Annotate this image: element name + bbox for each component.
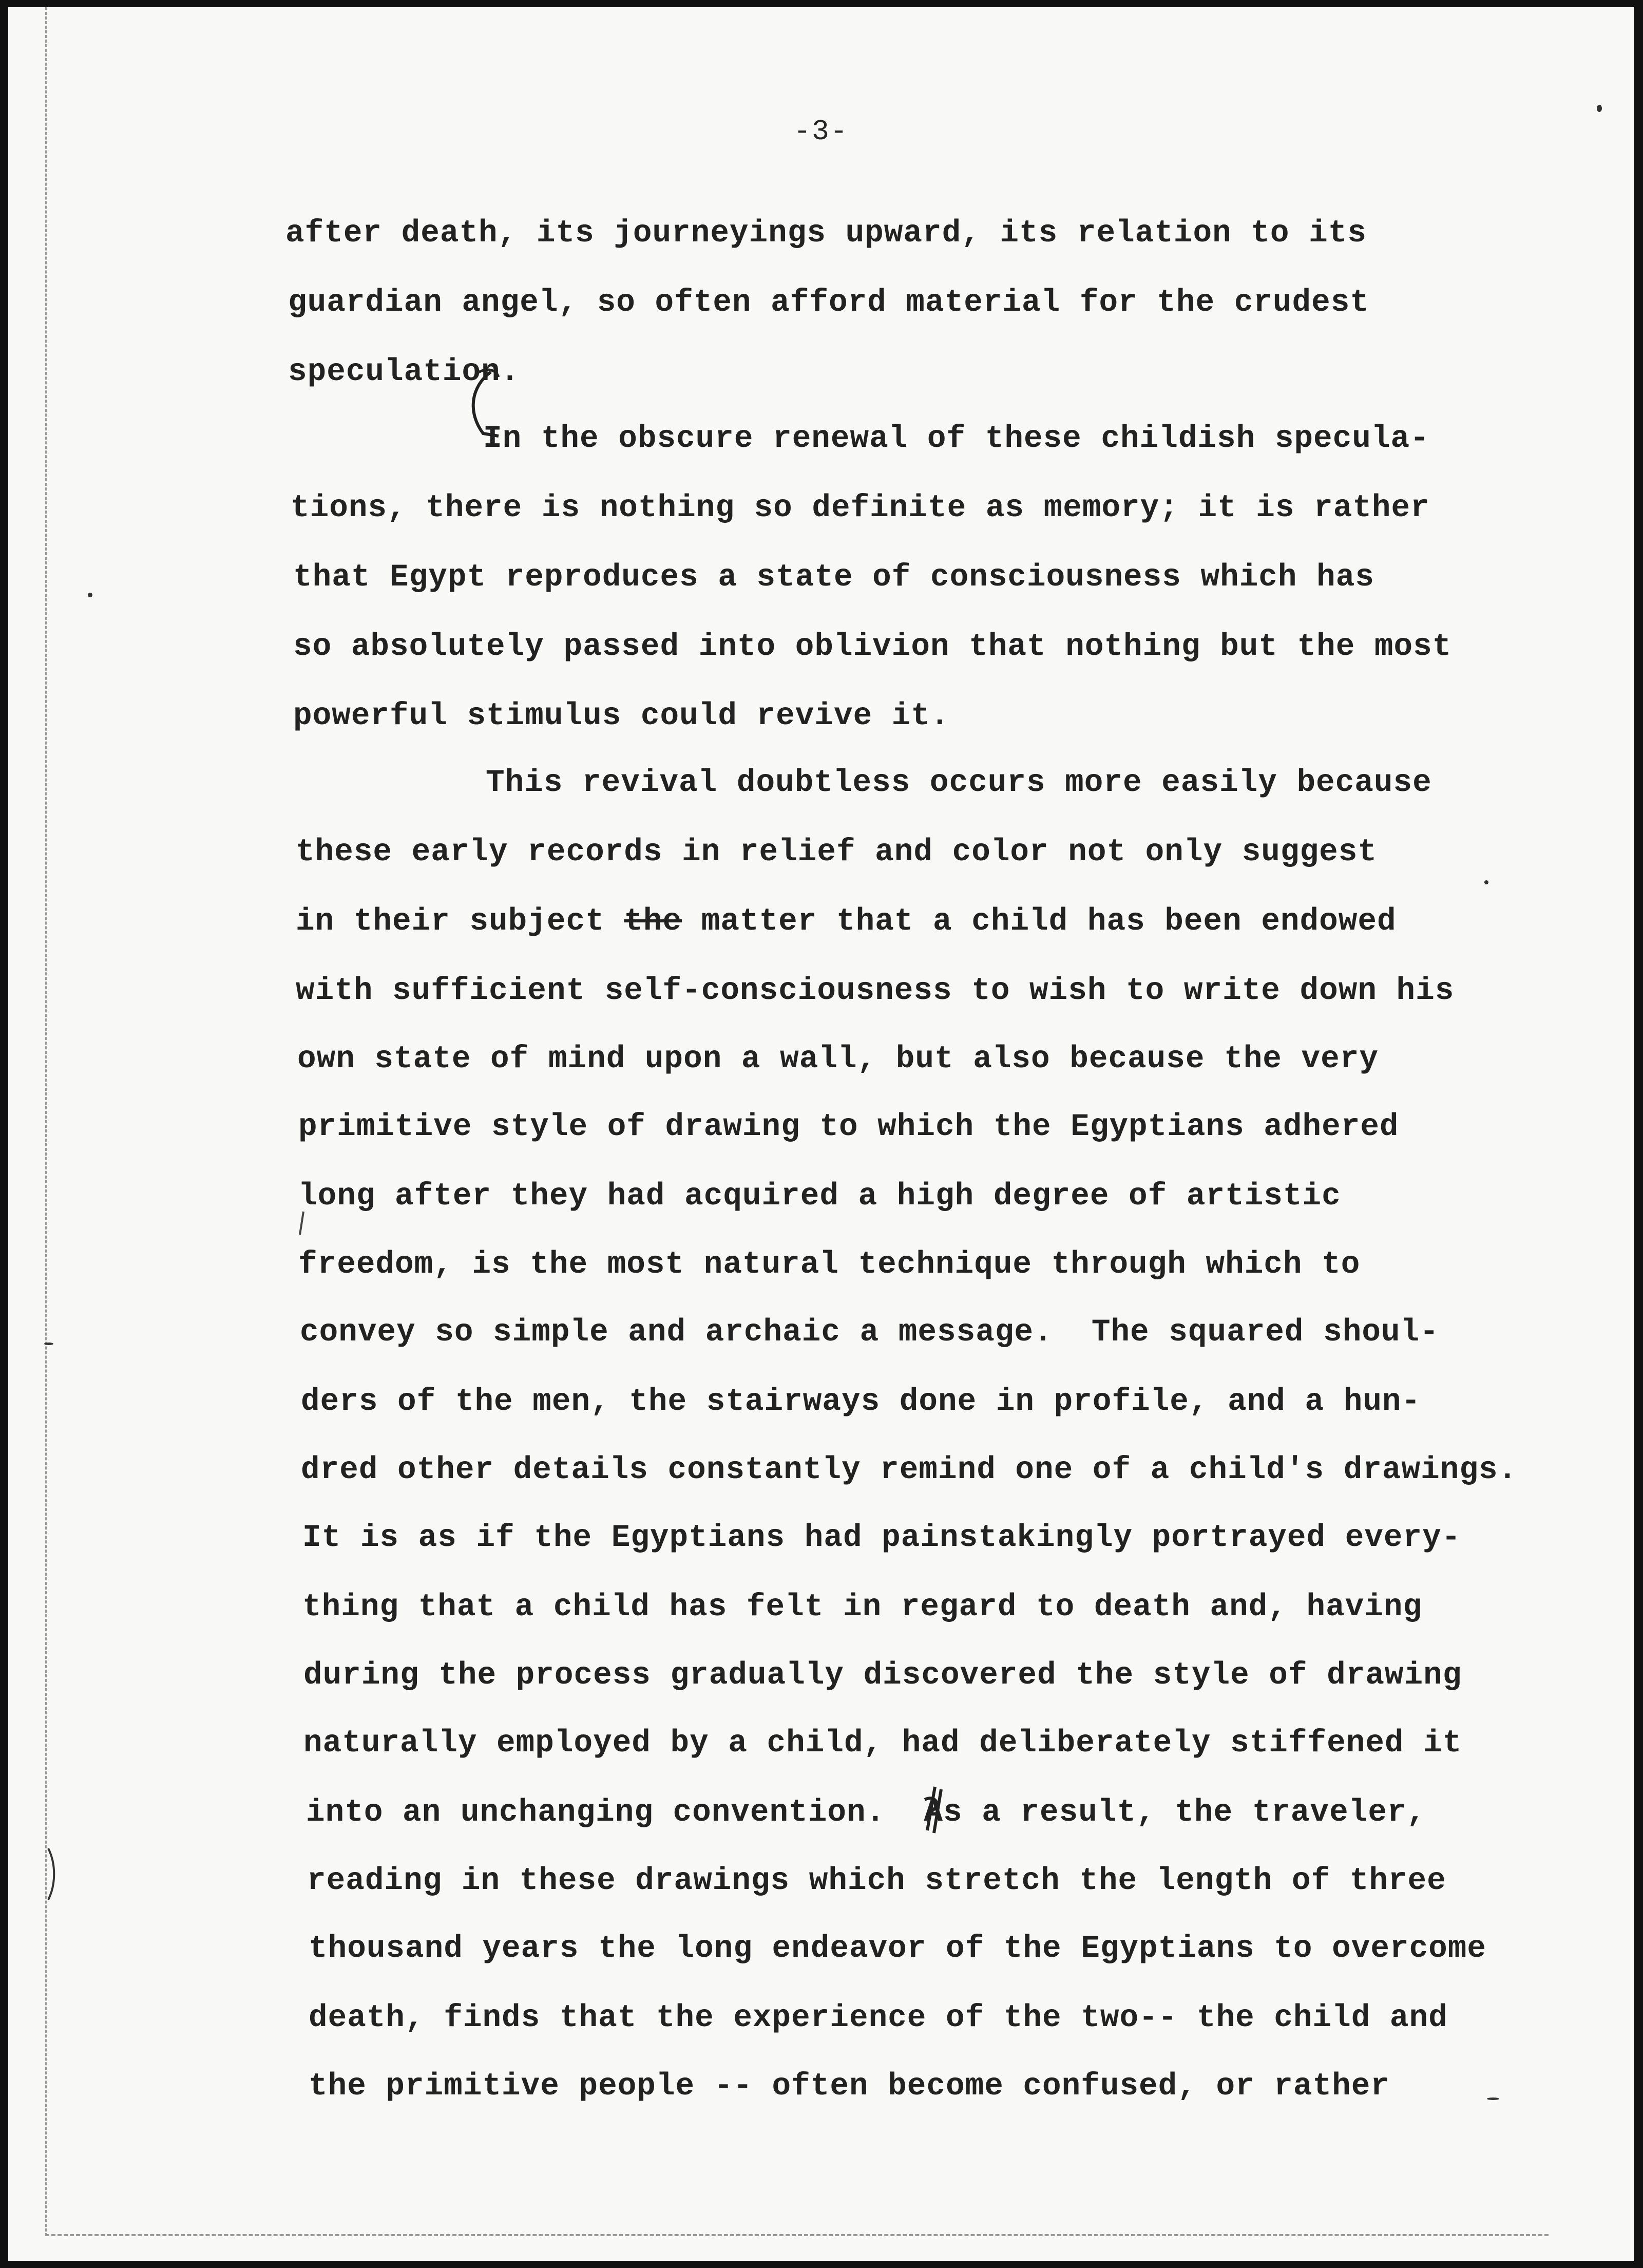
text-line: after death, its journeyings upward, its relation to its [285, 216, 1367, 251]
text-fragment: into an unchanging convention. [306, 1795, 924, 1830]
text-line: ders of the men, the stairways done in profile, and a hun- [301, 1384, 1421, 1420]
text-line: naturally employed by a child, had deliberately stiffened it [303, 1726, 1462, 1761]
text-line: that Egypt reproduces a state of consciousness which has [293, 560, 1374, 595]
scan-speck [88, 593, 92, 597]
text-fragment: in their subject [296, 904, 624, 939]
document-page [8, 7, 1634, 2261]
text-line: with sufficient self-consciousness to wish to write down his [296, 973, 1455, 1009]
scan-speck [44, 1343, 53, 1345]
text-line: guardian angel, so often afford material for the crudest [288, 285, 1369, 320]
text-line: the primitive people -- often become confused, or rather [309, 2069, 1390, 2104]
text-line [296, 906, 1397, 937]
text-line: tions, there is nothing so definite as memory; it is rather [291, 490, 1430, 526]
text-line: powerful stimulus could revive it. [293, 698, 950, 734]
text-line: long after they had acquired a high degree of artistic [298, 1179, 1341, 1214]
scan-speck [1487, 2097, 1499, 2100]
text-line: This revival doubtless occurs more easily because [486, 765, 1432, 801]
text-line: It is as if the Egyptians had painstakingly portrayed every- [302, 1520, 1461, 1556]
text-line: thing that a child has felt in regard to death and, having [302, 1590, 1423, 1625]
text-line: these early records in relief and color not only suggest [296, 835, 1377, 870]
text-line: freedom, is the most natural technique through which to [298, 1247, 1361, 1282]
text-line: dred other details constantly remind one of a child's drawings. [301, 1452, 1518, 1488]
text-line: speculation. [288, 354, 520, 390]
text-line [306, 1797, 1426, 1828]
text-line: convey so simple and archaic a message. The squared shoul- [300, 1315, 1439, 1350]
struck-word: the [624, 904, 682, 939]
scan-speck [1597, 105, 1602, 112]
text-line: own state of mind upon a wall, but also because the very [297, 1042, 1379, 1077]
text-line: so absolutely passed into oblivion that nothing but the most [293, 629, 1452, 665]
text-line: death, finds that the experience of the two-- the child and [309, 2000, 1448, 2036]
text-line: In the obscure renewal of these childish specula- [483, 421, 1429, 457]
text-line: primitive style of drawing to which the Egyptians adhered [298, 1109, 1399, 1145]
text-line: during the process gradually discovered the style of drawing [303, 1658, 1462, 1693]
text-fragment: matter that a child has been endowed [682, 904, 1397, 939]
text-line: reading in these drawings which stretch the length of three [307, 1863, 1446, 1899]
page-number: -3- [793, 115, 849, 148]
text-line: thousand years the long endeavor of the Egyptians to overcome [309, 1931, 1486, 1967]
text-fragment: As a result, the traveler, [924, 1795, 1426, 1830]
scan-speck [1484, 880, 1488, 884]
